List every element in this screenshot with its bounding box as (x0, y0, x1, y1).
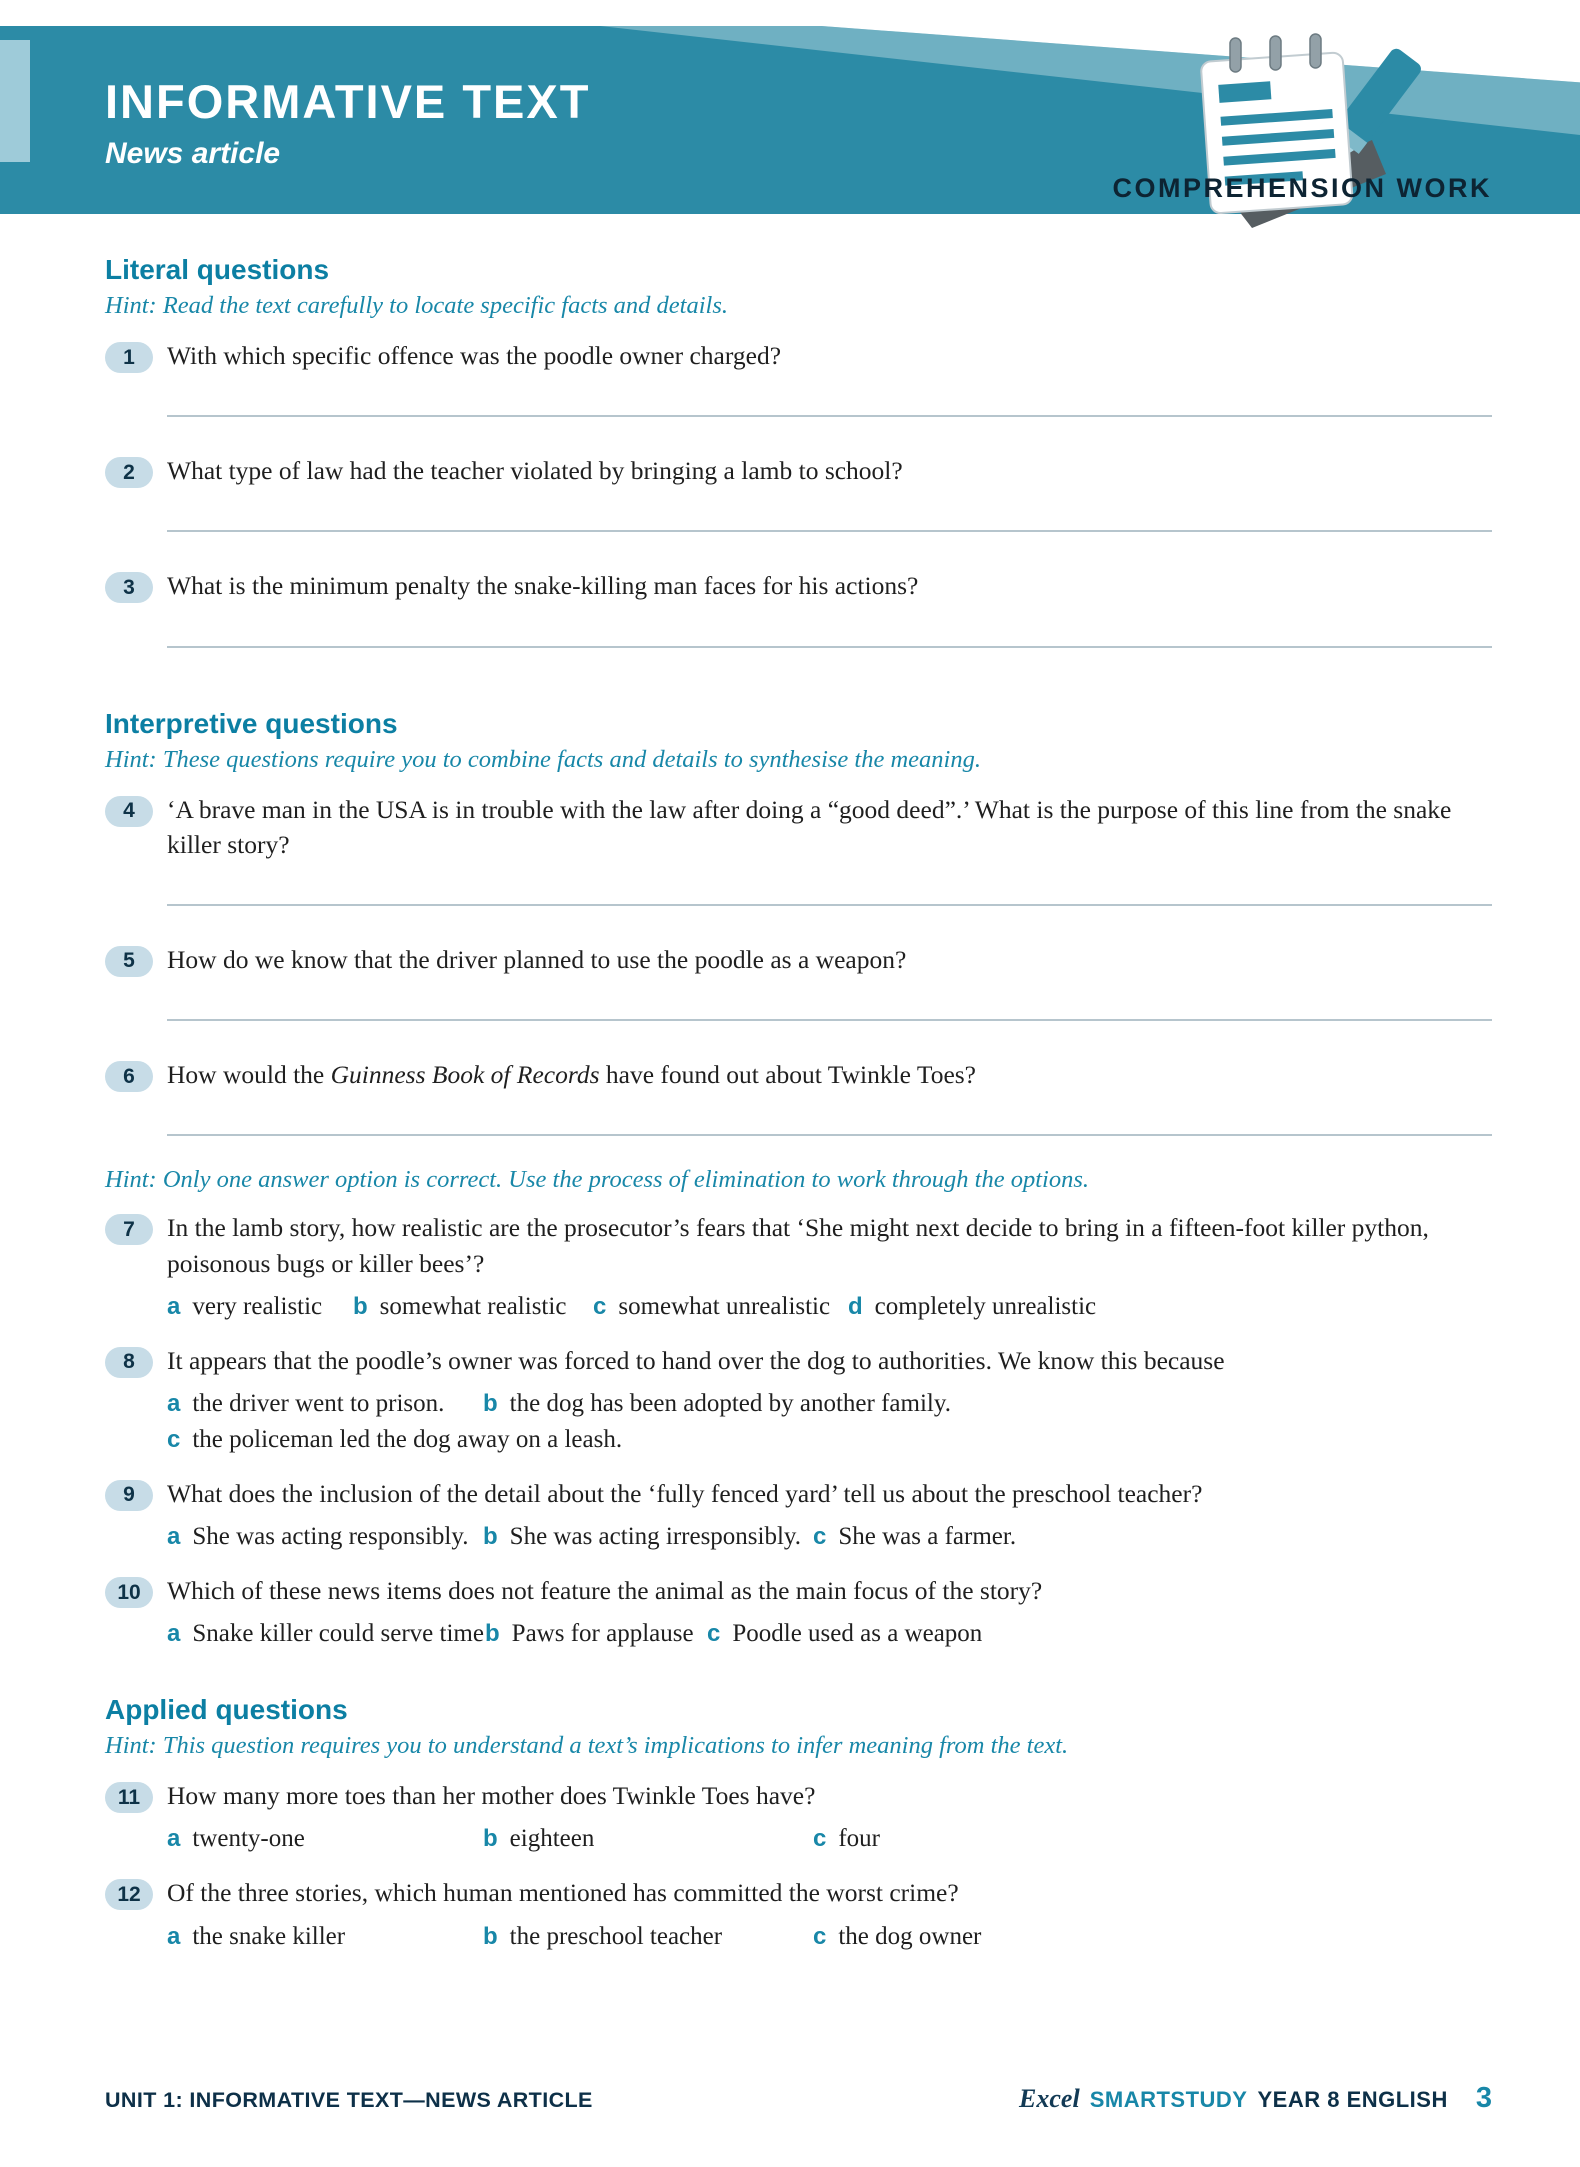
answer-line (167, 646, 1492, 648)
section-heading-applied: Applied questions (105, 1694, 348, 1726)
question-text-post: have found out about Twinkle Toes? (599, 1060, 976, 1090)
question-number: 12 (105, 1879, 153, 1910)
answer-line (167, 1019, 1492, 1021)
question-text: What is the minimum penalty the snake-killing man faces for his actions? (167, 571, 919, 601)
option-letter: b (483, 1922, 498, 1950)
question-number: 8 (105, 1347, 153, 1378)
option-a (167, 1390, 483, 1418)
page-footer (0, 2082, 1580, 2167)
question-text: What does the inclusion of the detail about the ‘fully fenced yard’ tell us about the preschool teacher? (167, 1478, 1203, 1508)
option-text: the policeman led the dog away on a leash. (192, 1425, 623, 1453)
option-letter: a (167, 1825, 181, 1853)
question-2 (105, 453, 1492, 552)
option-letter: a (167, 1620, 181, 1648)
option-b (483, 1523, 813, 1551)
hint-multiple-choice: Hint: Only one answer option is correct. Use the process of elimination to work through the options. (105, 1166, 1089, 1194)
option-text: four (838, 1825, 881, 1853)
question-5 (105, 942, 1492, 1041)
option-b (483, 1390, 951, 1418)
hint-interpretive: Hint: These questions require you to combine facts and details to synthesise the meaning. (105, 745, 981, 773)
question-3 (105, 568, 1492, 667)
option-text: somewhat realistic (379, 1292, 567, 1320)
question-number: 1 (105, 342, 153, 373)
option-text: Snake killer could serve time (192, 1620, 484, 1648)
option-letter: b (483, 1825, 498, 1853)
answer-line (167, 415, 1492, 417)
question-1 (105, 338, 1492, 437)
book-title-italic: Guinness Book of Records (330, 1060, 600, 1090)
option-text: She was a farmer. (838, 1523, 1017, 1551)
option-text: She was acting irresponsibly. (509, 1523, 802, 1551)
option-text: completely unrealistic (874, 1292, 1097, 1320)
question-text: With which specific offence was the poodle owner charged? (167, 341, 782, 370)
question-text (167, 1057, 1492, 1092)
option-text: somewhat unrealistic (618, 1292, 831, 1320)
option-b (353, 1293, 593, 1321)
question-10 (105, 1573, 1492, 1654)
options-row (167, 1426, 1492, 1454)
option-letter: b (483, 1389, 498, 1417)
option-a (167, 1620, 485, 1648)
options-row (167, 1293, 1492, 1321)
option-letter: b (353, 1292, 368, 1320)
option-letter: c (167, 1425, 181, 1453)
option-text: twenty-one (192, 1825, 305, 1853)
page-title: INFORMATIVE TEXT (105, 75, 591, 128)
option-c (707, 1620, 982, 1648)
question-text: Which of these news items does not feature the animal as the main focus of the story? (167, 1576, 1043, 1606)
brand-excel: Excel (1019, 2084, 1080, 2113)
question-text-pre: How would the (167, 1060, 331, 1090)
option-text: very realistic (192, 1292, 323, 1320)
answer-line (167, 1134, 1492, 1136)
option-text: the dog owner (838, 1922, 982, 1950)
question-9 (105, 1476, 1492, 1557)
question-number: 7 (105, 1214, 153, 1245)
options-row (167, 1523, 1492, 1551)
notepad-highlighter-icon (1180, 26, 1430, 236)
option-letter: b (483, 1523, 498, 1551)
option-text: eighteen (509, 1825, 595, 1853)
option-letter: c (707, 1620, 721, 1648)
answer-line (167, 904, 1492, 906)
option-c (593, 1293, 848, 1321)
option-text: Poodle used as a weapon (732, 1620, 983, 1648)
question-number: 3 (105, 572, 153, 603)
page-header (0, 0, 1580, 214)
options-row (167, 1390, 1492, 1418)
question-text: In the lamb story, how realistic are the prosecutor’s fears that ‘She might next decide to bring in a fifteen-foot killer python, poisonous bugs or killer bees’? (167, 1213, 1429, 1278)
question-text: How many more toes than her mother does Twinkle Toes have? (167, 1781, 816, 1811)
option-letter: b (485, 1620, 500, 1648)
brand-smartstudy: SMARTSTUDY (1089, 2087, 1248, 2112)
option-b (483, 1825, 813, 1853)
question-number: 6 (105, 1061, 153, 1092)
option-text: the dog has been adopted by another family. (509, 1389, 951, 1417)
options-row (167, 1923, 1492, 1951)
comprehension-work-banner: COMPREHENSION WORK (1112, 173, 1492, 203)
option-c (813, 1923, 981, 1951)
question-text: It appears that the poodle’s owner was forced to hand over the dog to authorities. We know this because (167, 1345, 1225, 1375)
option-letter: d (848, 1292, 863, 1320)
brand-year-english: YEAR 8 ENGLISH (1257, 2087, 1448, 2112)
option-letter: c (813, 1825, 827, 1853)
question-number: 11 (105, 1782, 153, 1813)
options-row (167, 1825, 1492, 1853)
section-heading-literal: Literal questions (105, 254, 330, 285)
option-letter: a (167, 1523, 181, 1551)
question-text: Of the three stories, which human mentioned has committed the worst crime? (167, 1878, 959, 1908)
option-c (167, 1426, 622, 1454)
option-a (167, 1293, 353, 1321)
page-edge-tab (0, 40, 30, 162)
section-heading-interpretive: Interpretive questions (105, 707, 398, 739)
answer-line (167, 530, 1492, 532)
question-7 (105, 1210, 1492, 1326)
option-letter: c (813, 1922, 827, 1950)
option-a (167, 1923, 483, 1951)
option-b (483, 1923, 813, 1951)
question-8 (105, 1343, 1492, 1460)
option-a (167, 1825, 483, 1853)
question-12 (105, 1875, 1492, 1956)
question-number: 2 (105, 457, 153, 488)
option-text: the snake killer (192, 1922, 346, 1950)
question-text: ‘A brave man in the USA is in trouble with the law after doing a “good deed”.’ What is the purpose of this line from the snake killer story? (167, 794, 1452, 859)
option-text: She was acting responsibly. (192, 1523, 469, 1551)
option-letter: c (593, 1292, 607, 1320)
question-6 (105, 1057, 1492, 1156)
options-row (167, 1620, 1492, 1648)
question-number: 10 (105, 1577, 153, 1608)
worksheet-body (0, 214, 1580, 2082)
option-text: Paws for applause (511, 1620, 694, 1648)
option-letter: a (167, 1922, 181, 1950)
option-c (813, 1523, 1016, 1551)
footer-brand (1019, 2082, 1492, 2115)
option-letter: c (813, 1523, 827, 1551)
question-text: How do we know that the driver planned to use the poodle as a weapon? (167, 944, 907, 974)
question-11 (105, 1778, 1492, 1859)
hint-applied: Hint: This question requires you to understand a text’s implications to infer meaning from the text. (105, 1732, 1069, 1760)
option-letter: a (167, 1389, 181, 1417)
page-subtitle: News article (105, 137, 281, 170)
option-c (813, 1825, 880, 1853)
page-number: 3 (1475, 2082, 1492, 2114)
option-a (167, 1523, 483, 1551)
footer-unit-label: UNIT 1: INFORMATIVE TEXT—NEWS ARTICLE (105, 2088, 593, 2112)
header-title-block (105, 74, 590, 171)
option-letter: a (167, 1292, 181, 1320)
option-b (485, 1620, 707, 1648)
question-number: 9 (105, 1480, 153, 1511)
option-d (848, 1293, 1096, 1321)
question-number: 4 (105, 796, 153, 827)
question-number: 5 (105, 946, 153, 977)
option-text: the preschool teacher (509, 1922, 723, 1950)
question-4 (105, 792, 1492, 926)
option-text: the driver went to prison. (192, 1389, 445, 1417)
question-text: What type of law had the teacher violated by bringing a lamb to school? (167, 456, 903, 486)
hint-literal: Hint: Read the text carefully to locate specific facts and details. (105, 292, 728, 319)
